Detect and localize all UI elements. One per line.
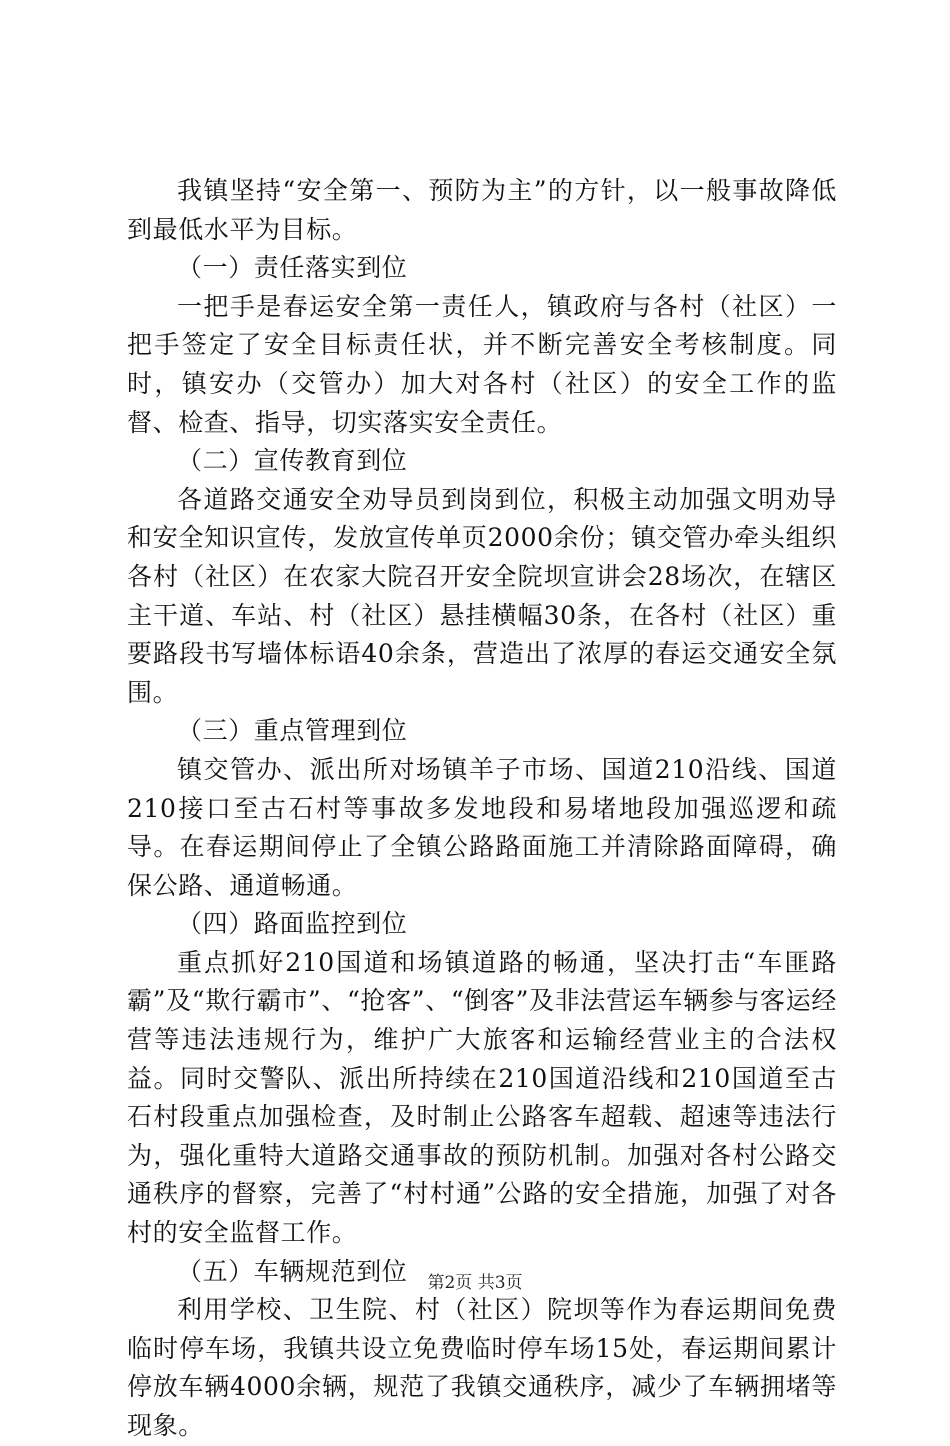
paragraph-road-monitoring: 重点抓好210国道和场镇道路的畅通，坚决打击“车匪路霸”及“欺行霸市”、“抢客”、“倒客”及非法营运车辆参与客运经营等违法违规行为，维护广大旅客和运输经营业主的合法权益。同时交警队、派出所持续在210国道沿线和210国道至古石村段重点加强检查，及时制止公路客车超载、超速等违法行为，强化重特大道路交通事故的预防机制。加强对各村公路交通秩序的督察，完善了“村村通”公路的安全措施，加强了对各村的安全监督工作。	[127, 947, 837, 1248]
section-heading-3: （三）重点管理到位	[177, 716, 408, 746]
section-heading-2: （二）宣传教育到位	[177, 446, 408, 476]
paragraph-vehicle-regulation: 利用学校、卫生院、村（社区）院坝等作为春运期间免费临时停车场，我镇共设立免费临时停车场15处，春运期间累计停放车辆4000余辆，规范了我镇交通秩序，减少了车辆拥堵等现象。	[127, 1295, 837, 1440]
paragraph-publicity: 各道路交通安全劝导员到岗到位，积极主动加强文明劝导和安全知识宣传，发放宣传单页2000余份；镇交管办牵头组织各村（社区）在农家大院召开安全院坝宣讲会28场次，在辖区主干道、车站、村（社区）悬挂横幅30条，在各村（社区）重要路段书写墙体标语40余条，营造出了浓厚的春运交通安全氛围。	[127, 484, 837, 707]
paragraph-key-management: 镇交管办、派出所对场镇羊子市场、国道210沿线、国道210接口至古石村等事故多发地段和易堵地段加强巡逻和疏导。在春运期间停止了全镇公路路面施工并清除路面障碍，确保公路、通道畅通。	[127, 754, 837, 900]
page-number-footer: 第2页 共3页	[427, 1273, 523, 1293]
section-heading-5: （五）车辆规范到位	[177, 1256, 408, 1286]
document-body	[127, 172, 837, 1446]
paragraph-intro: 我镇坚持“安全第一、预防为主”的方针，以一般事故降低到最低水平为目标。	[127, 176, 837, 244]
section-heading-1: （一）责任落实到位	[177, 253, 408, 283]
section-heading-4: （四）路面监控到位	[177, 909, 408, 939]
paragraph-responsibility: 一把手是春运安全第一责任人，镇政府与各村（社区）一把手签定了安全目标责任状，并不断完善安全考核制度。同时，镇安办（交管办）加大对各村（社区）的安全工作的监督、检查、指导，切实落实安全责任。	[127, 291, 837, 437]
